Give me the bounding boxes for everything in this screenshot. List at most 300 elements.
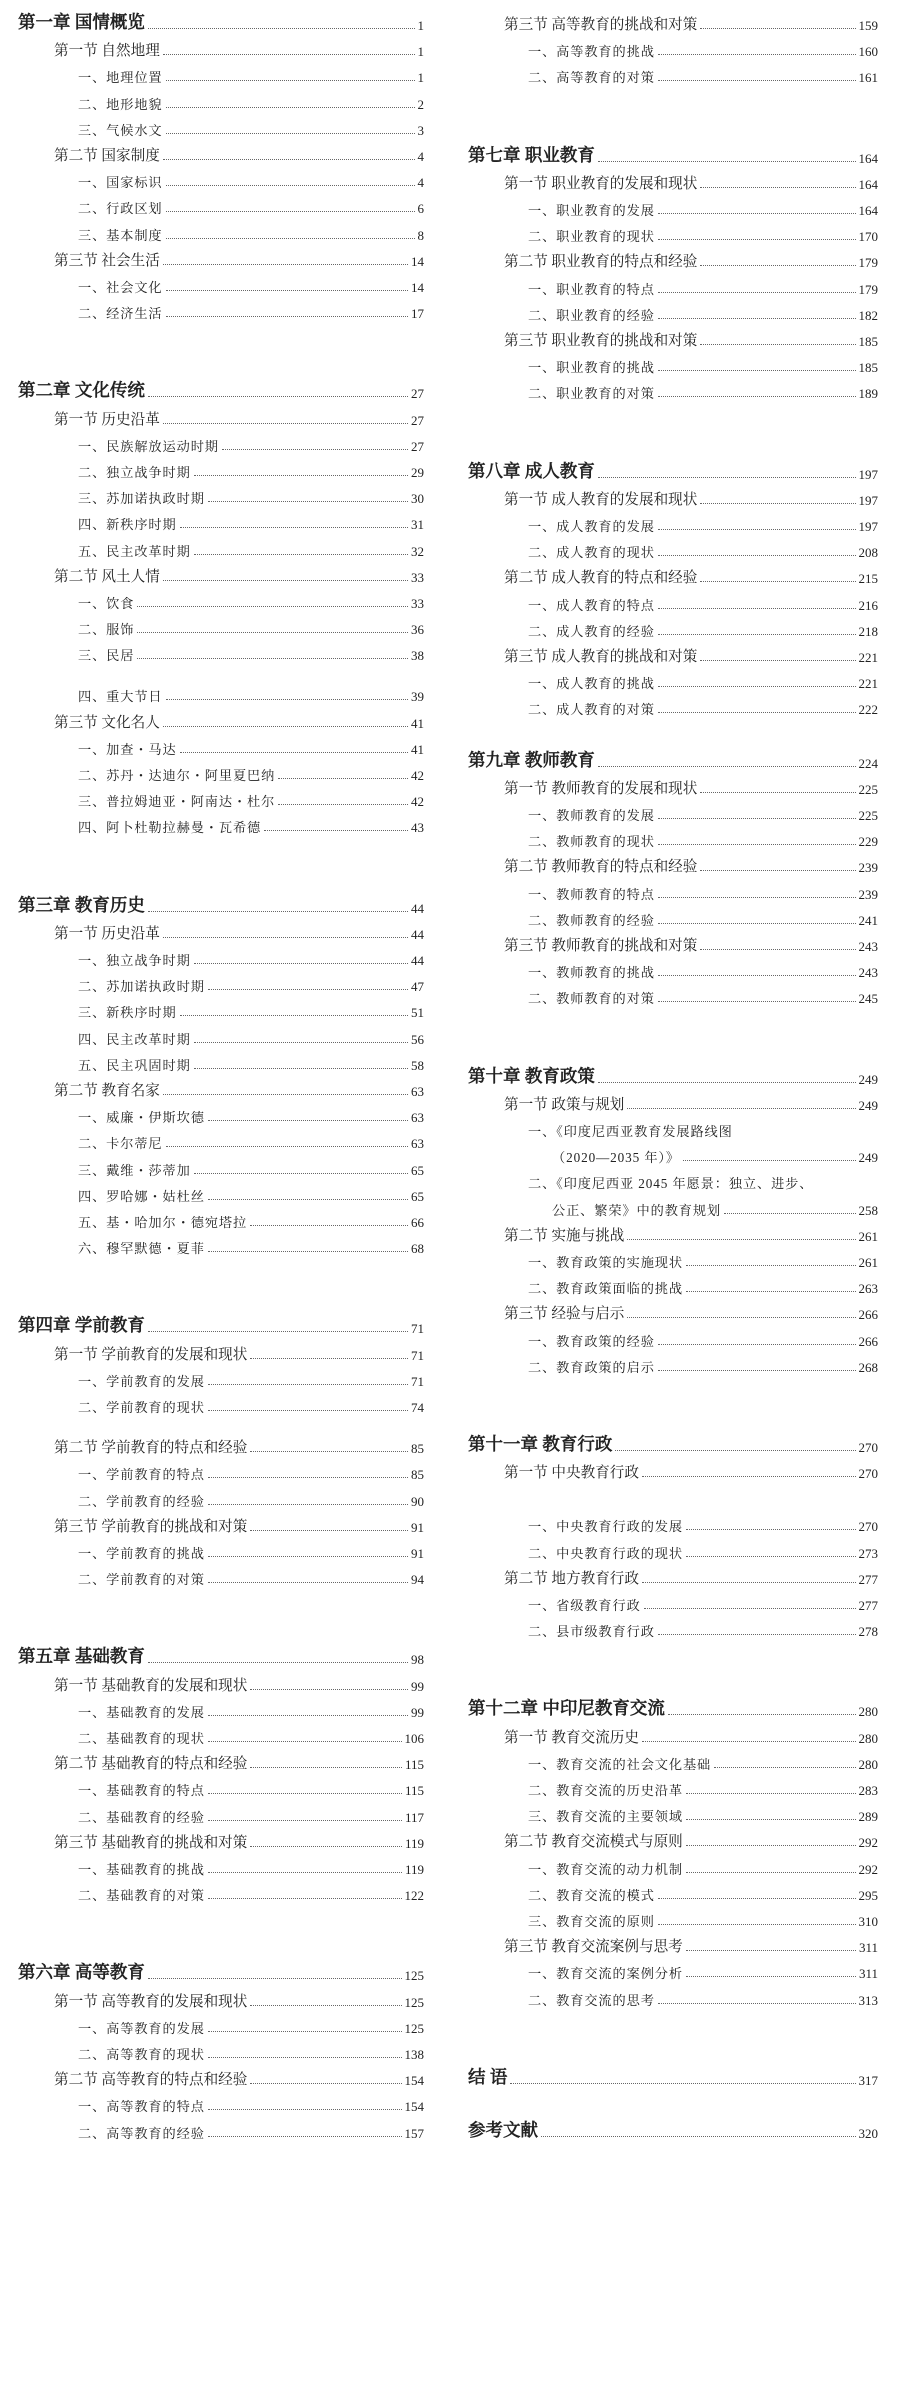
toc-section[interactable] <box>18 1510 424 1536</box>
toc-subsection[interactable] <box>468 1536 878 1562</box>
toc-entry-title: 六、穆罕默德・夏菲 <box>78 1241 205 1257</box>
toc-entry-title: 五、民主巩固时期 <box>78 1057 191 1073</box>
toc-subsection[interactable] <box>18 784 424 810</box>
toc-entry-title: 第三节 经验与启示 <box>504 1306 625 1323</box>
toc-entry-title: 一、高等教育的发展 <box>78 2020 205 2036</box>
toc-page-number: 218 <box>858 623 878 639</box>
dot-leader <box>686 1950 856 1951</box>
dot-leader <box>250 1530 408 1531</box>
toc-page-number: 119 <box>404 1861 424 1877</box>
toc-subsection[interactable] <box>18 995 424 1021</box>
toc-section[interactable] <box>468 324 878 350</box>
toc-page-number: 138 <box>404 2046 424 2062</box>
dot-leader <box>180 1015 408 1016</box>
toc-page-number: 117 <box>404 1809 424 1825</box>
toc-page-number: 33 <box>411 596 424 611</box>
toc-chapter[interactable] <box>468 1062 878 1088</box>
dot-leader <box>166 133 415 134</box>
toc-subsection[interactable] <box>468 1878 878 1904</box>
toc-section[interactable] <box>18 139 424 165</box>
toc-section[interactable] <box>18 2063 424 2089</box>
toc-page-number: 106 <box>404 1730 424 1746</box>
dot-leader <box>208 1120 408 1121</box>
toc-subsection[interactable] <box>18 810 424 836</box>
toc-subsection[interactable] <box>18 2116 424 2142</box>
toc-page-number: 14 <box>411 280 424 295</box>
toc-subsection[interactable] <box>468 376 878 402</box>
toc-section[interactable] <box>468 1219 878 1245</box>
toc-section[interactable] <box>18 1074 424 1100</box>
dot-leader <box>627 1239 855 1240</box>
toc-entry-title: 第九章 教师教育 <box>468 749 595 770</box>
toc-entry-continued[interactable] <box>468 1193 878 1219</box>
toc-subsection[interactable] <box>468 981 878 1007</box>
toc-entry-title: 第一节 教育交流历史 <box>504 1729 639 1746</box>
toc-entry-title: 第十章 教育政策 <box>468 1065 595 1086</box>
toc-section[interactable] <box>18 560 424 586</box>
dot-leader <box>658 318 856 319</box>
toc-subsection[interactable] <box>18 1364 424 1390</box>
toc-subsection[interactable] <box>18 1153 424 1179</box>
toc-section[interactable] <box>468 772 878 798</box>
toc-subsection[interactable] <box>18 1126 424 1152</box>
toc-entry-title: 二、职业教育的现状 <box>528 229 655 245</box>
toc-page-number: 27 <box>411 412 424 428</box>
toc-subsection[interactable] <box>18 758 424 784</box>
toc-page-number: 71 <box>411 1321 424 1337</box>
dot-leader <box>208 1820 402 1821</box>
toc-page-number: 266 <box>858 1333 878 1349</box>
toc-entry-title: 二、教育交流的模式 <box>528 1887 655 1903</box>
toc-page-number: 3 <box>417 122 424 138</box>
toc-subsection[interactable] <box>468 219 878 245</box>
dot-leader <box>642 1582 856 1583</box>
toc-subsection[interactable] <box>468 666 878 692</box>
toc-entry-title: 二、教师教育的现状 <box>528 834 655 850</box>
toc-subsection[interactable] <box>468 1114 878 1140</box>
toc-subsection[interactable] <box>468 1614 878 1640</box>
dot-leader <box>642 1476 856 1477</box>
toc-section[interactable] <box>468 1297 878 1323</box>
toc-subsection[interactable] <box>18 1773 424 1799</box>
dot-leader <box>658 897 856 898</box>
toc-page-number: 221 <box>858 650 878 665</box>
toc-entry-title: 一、职业教育的挑战 <box>528 360 655 376</box>
toc-page-number: 44 <box>411 953 424 969</box>
toc-page-number: 27 <box>411 386 424 402</box>
toc-entry-title: 第三节 高等教育的挑战和对策 <box>504 17 698 33</box>
toc-subsection[interactable] <box>468 1904 878 1930</box>
toc-subsection[interactable] <box>18 1390 424 1416</box>
toc-subsection[interactable] <box>468 272 878 298</box>
toc-entry-title: 二、苏加诺执政时期 <box>78 979 205 995</box>
toc-subsection[interactable] <box>468 1588 878 1614</box>
toc-chapter[interactable] <box>18 1958 424 1984</box>
toc-subsection[interactable] <box>18 1231 424 1257</box>
toc-subsection[interactable] <box>18 586 424 612</box>
toc-page-number: 99 <box>411 1704 424 1720</box>
dot-leader <box>686 1819 856 1820</box>
toc-page-number: 8 <box>417 227 424 243</box>
toc-subsection[interactable] <box>18 1852 424 1878</box>
toc-page-number: 56 <box>411 1031 424 1047</box>
toc-section[interactable] <box>468 1562 878 1588</box>
toc-section[interactable] <box>468 1088 878 1114</box>
toc-subsection[interactable] <box>18 1800 424 1826</box>
toc-entry-title: 一、职业教育的特点 <box>528 281 655 297</box>
toc-entry-title: 二、高等教育的现状 <box>78 2046 205 2062</box>
toc-page-number: 30 <box>411 491 424 507</box>
dot-leader <box>208 1715 408 1716</box>
toc-chapter[interactable] <box>18 891 424 917</box>
toc-section[interactable] <box>468 245 878 271</box>
toc-subsection[interactable] <box>468 614 878 640</box>
toc-page-number: 14 <box>411 253 424 269</box>
toc-subsection[interactable] <box>468 798 878 824</box>
toc-page-number: 239 <box>858 860 878 876</box>
toc-chapter[interactable] <box>468 457 878 483</box>
toc-entry-title: 第七章 职业教育 <box>468 144 595 165</box>
toc-entry-title: 二、职业教育的经验 <box>528 307 655 323</box>
dot-leader <box>658 213 856 214</box>
dot-leader <box>658 608 856 609</box>
toc-subsection[interactable] <box>468 1983 878 2009</box>
toc-subsection[interactable] <box>468 1166 878 1192</box>
toc-entry-title: 四、罗哈娜・姑杜丝 <box>78 1188 205 1204</box>
toc-subsection[interactable] <box>468 1350 878 1376</box>
dot-leader <box>194 1173 408 1174</box>
toc-page-number: 6 <box>417 201 424 217</box>
dot-leader <box>208 2136 402 2137</box>
toc-page-number: 122 <box>404 1888 424 1904</box>
toc-page-number: 4 <box>417 175 424 191</box>
toc-section[interactable] <box>468 483 878 509</box>
toc-subsection[interactable] <box>18 1205 424 1231</box>
toc-subsection[interactable] <box>18 60 424 86</box>
toc-page-number: 164 <box>858 150 878 166</box>
dot-leader <box>166 238 415 239</box>
toc-subsection[interactable] <box>18 1022 424 1048</box>
toc-page-number: 185 <box>858 360 878 376</box>
dot-leader <box>163 264 408 265</box>
toc-subsection[interactable] <box>18 429 424 455</box>
toc-page-number: 42 <box>411 768 424 784</box>
toc-entry-title: 第一节 成人教育的发展和现状 <box>504 491 698 508</box>
toc-section[interactable] <box>468 167 878 193</box>
dot-leader <box>163 159 415 160</box>
toc-entry-title: 第二节 学前教育的特点和经验 <box>54 1440 248 1457</box>
toc-subsection[interactable] <box>18 1484 424 1510</box>
toc-entry-title: 第二节 教师教育的特点和经验 <box>504 859 698 876</box>
toc-section[interactable] <box>18 917 424 943</box>
toc-section[interactable] <box>18 403 424 429</box>
toc-subsection[interactable] <box>468 1799 878 1825</box>
toc-subsection[interactable] <box>468 955 878 981</box>
dot-leader <box>208 1793 402 1794</box>
toc-subsection[interactable] <box>18 732 424 758</box>
toc-entry-title: 一、饮食 <box>78 596 135 611</box>
toc-subsection[interactable] <box>468 509 878 535</box>
dot-leader <box>137 658 408 659</box>
dot-leader <box>700 28 855 29</box>
toc-entry-title: 一、成人教育的特点 <box>528 597 655 613</box>
toc-section[interactable] <box>18 706 424 732</box>
toc-chapter[interactable] <box>468 141 878 167</box>
toc-entry-title: 一、学前教育的特点 <box>78 1467 205 1483</box>
toc-page-number: 268 <box>858 1359 878 1375</box>
dot-leader <box>598 1082 856 1083</box>
toc-section[interactable] <box>468 640 878 666</box>
toc-entry-title: 二、教育交流的思考 <box>528 1992 655 2008</box>
toc-page-number: 68 <box>411 1241 424 1257</box>
toc-section[interactable] <box>468 929 878 955</box>
toc-section[interactable] <box>18 1338 424 1364</box>
toc-page-number: 182 <box>858 307 878 323</box>
toc-subsection[interactable] <box>18 612 424 638</box>
dot-leader <box>163 580 408 581</box>
toc-entry-title: 四、新秩序时期 <box>78 517 177 533</box>
toc-subsection[interactable] <box>18 1562 424 1588</box>
toc-section[interactable] <box>18 1669 424 1695</box>
toc-entry-title: 一、学前教育的挑战 <box>78 1545 205 1561</box>
toc-chapter[interactable] <box>18 1311 424 1337</box>
dot-leader <box>250 1358 408 1359</box>
dot-leader <box>658 686 856 687</box>
toc-subsection[interactable] <box>468 535 878 561</box>
toc-subsection[interactable] <box>468 1773 878 1799</box>
toc-chapter[interactable] <box>18 8 424 34</box>
dot-leader <box>180 752 408 753</box>
toc-entry-title: 三、普拉姆迪亚・阿南达・杜尔 <box>78 794 276 810</box>
toc-entry-title: 一、《印度尼西亚教育发展路线图 <box>528 1124 733 1139</box>
toc-page-number: 320 <box>858 2126 878 2141</box>
toc-page-number: 243 <box>858 965 878 981</box>
dot-leader <box>658 1344 856 1345</box>
toc-subsection[interactable] <box>18 2037 424 2063</box>
toc-section[interactable] <box>468 1721 878 1747</box>
dot-leader <box>686 1291 856 1292</box>
dot-leader <box>208 2057 402 2058</box>
dot-leader <box>700 792 855 793</box>
dot-leader <box>658 975 856 976</box>
dot-leader <box>166 185 415 186</box>
toc-page-number: 90 <box>411 1493 424 1509</box>
toc-entry-title: 第二节 风土人情 <box>54 568 160 585</box>
toc-page-number: 261 <box>858 1228 878 1244</box>
toc-chapter[interactable] <box>18 1642 424 1668</box>
toc-subsection[interactable] <box>18 218 424 244</box>
toc-entry-title: 三、教育交流的原则 <box>528 1914 655 1929</box>
toc-chapter[interactable] <box>468 1430 878 1456</box>
dot-leader <box>700 660 855 661</box>
toc-subsection[interactable] <box>468 877 878 903</box>
toc-chapter[interactable] <box>18 376 424 402</box>
toc-section[interactable] <box>468 1825 878 1851</box>
toc-entry-title: 一、教师教育的挑战 <box>528 965 655 981</box>
toc-subsection[interactable] <box>18 113 424 139</box>
toc-section[interactable] <box>468 1930 878 1956</box>
dot-leader <box>714 1767 855 1768</box>
toc-subsection[interactable] <box>18 534 424 560</box>
toc-subsection[interactable] <box>468 588 878 614</box>
toc-entry-title: 第一章 国情概览 <box>18 12 145 32</box>
toc-page-number: 185 <box>858 334 878 349</box>
toc-subsection[interactable] <box>468 350 878 376</box>
toc-subsection[interactable] <box>468 1747 878 1773</box>
toc-subsection[interactable] <box>468 692 878 718</box>
toc-chapter[interactable] <box>468 746 878 772</box>
toc-subsection[interactable] <box>468 1852 878 1878</box>
dot-leader <box>194 1068 408 1069</box>
toc-subsection[interactable] <box>468 1245 878 1271</box>
toc-page-number: 38 <box>411 648 424 664</box>
toc-section[interactable] <box>18 1985 424 2011</box>
toc-page-number: 51 <box>411 1005 424 1021</box>
toc-page-number: 249 <box>858 1097 878 1113</box>
toc-entry-title: 第六章 高等教育 <box>18 1962 145 1983</box>
toc-page-number: 283 <box>858 1783 878 1798</box>
toc-page-number: 280 <box>858 1756 878 1772</box>
dot-leader <box>208 1477 408 1478</box>
toc-entry-title: 二、经济生活 <box>78 306 163 322</box>
dot-leader <box>208 1410 408 1411</box>
toc-page-number: 189 <box>858 386 878 402</box>
toc-section[interactable] <box>18 244 424 270</box>
toc-entry-title: 一、基础教育的挑战 <box>78 1861 205 1877</box>
toc-entry-title: 第一节 职业教育的发展和现状 <box>504 175 698 192</box>
toc-entry-title: 公正、繁荣》中的教育规划 <box>552 1202 722 1218</box>
toc-entry-title: 第一节 学前教育的发展和现状 <box>54 1346 248 1363</box>
toc-subsection[interactable] <box>18 1179 424 1205</box>
toc-subsection[interactable] <box>18 2089 424 2115</box>
toc-subsection[interactable] <box>18 1536 424 1562</box>
toc-subsection[interactable] <box>468 1509 878 1535</box>
toc-subsection[interactable] <box>468 1324 878 1350</box>
toc-section[interactable] <box>18 1747 424 1773</box>
toc-section[interactable] <box>18 34 424 60</box>
toc-entry-title: 二、基础教育的对策 <box>78 1888 205 1904</box>
toc-page-number: 1 <box>417 44 424 60</box>
dot-leader <box>644 1608 856 1609</box>
dot-leader <box>683 1160 856 1161</box>
toc-subsection[interactable] <box>468 298 878 324</box>
toc-subsection[interactable] <box>18 87 424 113</box>
toc-page-number: 261 <box>858 1255 878 1270</box>
toc-section[interactable] <box>18 1826 424 1852</box>
toc-subsection[interactable] <box>18 2011 424 2037</box>
toc-subsection[interactable] <box>468 60 878 86</box>
toc-section[interactable] <box>468 8 878 34</box>
toc-page-number: 63 <box>411 1084 424 1100</box>
toc-entry-title: 第五章 基础教育 <box>18 1646 145 1667</box>
toc-subsection[interactable] <box>18 481 424 507</box>
dot-leader <box>700 581 855 582</box>
toc-subsection[interactable] <box>18 165 424 191</box>
toc-page-number: 273 <box>858 1545 878 1561</box>
toc-entry-title: 四、民主改革时期 <box>78 1031 191 1047</box>
toc-entry-title: 第二节 教育交流模式与原则 <box>504 1834 683 1851</box>
toc-subsection[interactable] <box>18 455 424 481</box>
toc-chapter[interactable] <box>468 2116 878 2142</box>
dot-leader <box>250 1767 402 1768</box>
toc-subsection[interactable] <box>18 1457 424 1483</box>
dot-leader <box>598 161 856 162</box>
toc-entry-title: 三、民居 <box>78 648 135 664</box>
dot-leader <box>598 766 856 767</box>
toc-entry-title: 一、国家标识 <box>78 175 163 191</box>
toc-subsection[interactable] <box>18 679 424 705</box>
toc-entry-title: 结 语 <box>468 2066 508 2087</box>
toc-entry-title: 三、教育交流的主要领域 <box>528 1809 683 1825</box>
toc-entry-title: 一、地理位置 <box>78 70 163 86</box>
dot-leader <box>700 503 855 504</box>
dot-leader <box>166 107 415 108</box>
toc-page-number: 4 <box>417 149 424 164</box>
dot-leader <box>658 712 856 713</box>
toc-page-number: 63 <box>411 1136 424 1152</box>
toc-subsection[interactable] <box>468 193 878 219</box>
toc-page-number: 216 <box>858 597 878 613</box>
toc-subsection[interactable] <box>18 1100 424 1126</box>
toc-page-number: 311 <box>858 1966 878 1982</box>
dot-leader <box>658 1634 856 1635</box>
toc-subsection[interactable] <box>18 943 424 969</box>
toc-subsection[interactable] <box>18 1048 424 1074</box>
toc-entry-title: 二、教师教育的对策 <box>528 991 655 1007</box>
toc-chapter[interactable] <box>468 1694 878 1720</box>
toc-subsection[interactable] <box>18 296 424 322</box>
toc-entry-continued[interactable] <box>468 1140 878 1166</box>
dot-leader <box>208 1582 408 1583</box>
toc-subsection[interactable] <box>18 969 424 995</box>
dot-leader <box>700 344 855 345</box>
dot-leader <box>686 1265 856 1266</box>
toc-entry-title: 第一节 历史沿革 <box>54 411 160 428</box>
toc-entry-title: 第一节 基础教育的发展和现状 <box>54 1677 248 1694</box>
toc-page-number: 179 <box>858 255 878 271</box>
toc-subsection[interactable] <box>18 1721 424 1747</box>
toc-entry-title: 第二节 职业教育的特点和经验 <box>504 254 698 271</box>
toc-section[interactable] <box>18 1431 424 1457</box>
toc-subsection[interactable] <box>18 1878 424 1904</box>
toc-page-number: 249 <box>858 1150 878 1166</box>
toc-subsection[interactable] <box>18 1695 424 1721</box>
toc-subsection[interactable] <box>18 638 424 664</box>
toc-section[interactable] <box>468 1456 878 1482</box>
toc-section[interactable] <box>468 850 878 876</box>
toc-entry-title: 第三节 教师教育的挑战和对策 <box>504 938 698 954</box>
toc-subsection[interactable] <box>18 191 424 217</box>
toc-chapter[interactable] <box>468 2063 878 2089</box>
dot-leader <box>658 370 856 371</box>
dot-leader <box>627 1108 855 1109</box>
toc-page-number: 197 <box>858 519 878 534</box>
toc-subsection[interactable] <box>18 507 424 533</box>
toc-section[interactable] <box>468 561 878 587</box>
dot-leader <box>686 1529 856 1530</box>
dot-leader <box>658 634 856 635</box>
toc-subsection[interactable] <box>468 34 878 60</box>
toc-page-number: 41 <box>411 715 424 731</box>
toc-subsection[interactable] <box>468 903 878 929</box>
toc-subsection[interactable] <box>468 1271 878 1297</box>
toc-subsection[interactable] <box>468 1956 878 1982</box>
dot-leader <box>278 778 408 779</box>
toc-subsection[interactable] <box>468 824 878 850</box>
dot-leader <box>658 292 856 293</box>
dot-leader <box>700 870 855 871</box>
toc-subsection[interactable] <box>18 270 424 296</box>
